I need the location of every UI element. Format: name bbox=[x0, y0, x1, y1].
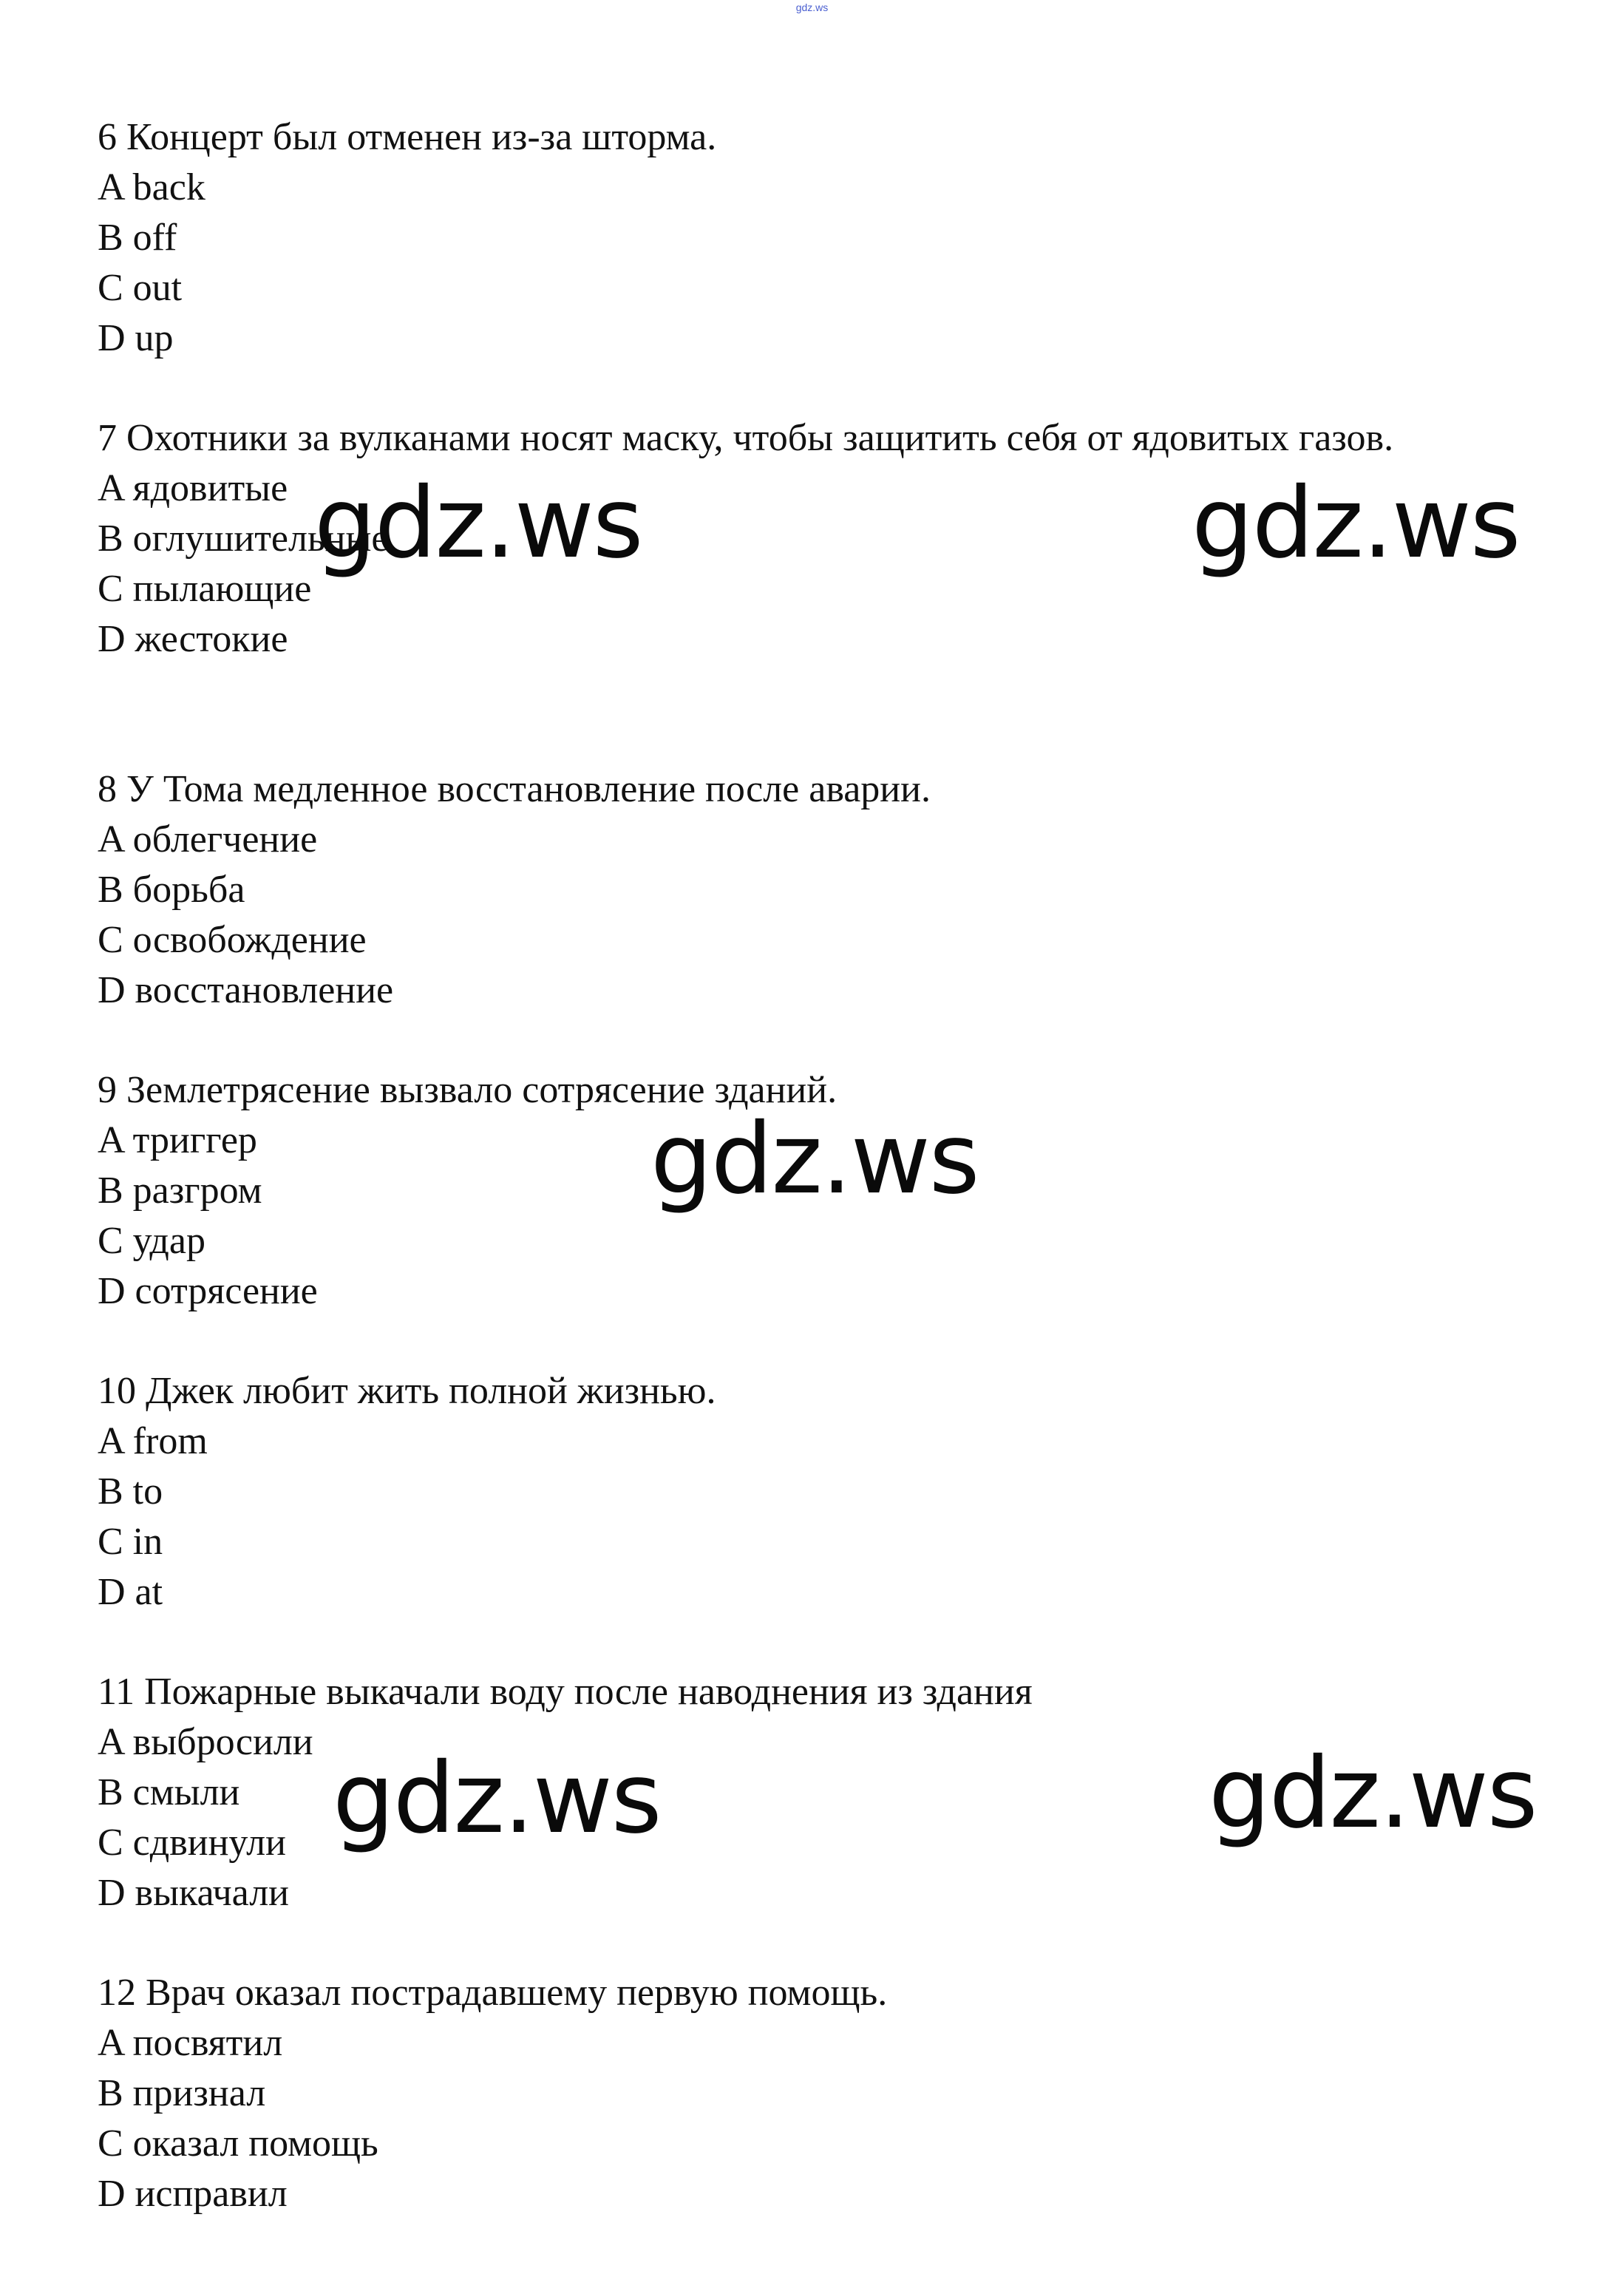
watermark: gdz.ws bbox=[314, 466, 642, 580]
option-c: C сдвинули bbox=[98, 1822, 286, 1864]
option-a: A from bbox=[98, 1420, 208, 1462]
question-text: 9 Землетрясение вызвало сотрясение зданий. bbox=[98, 1069, 838, 1111]
option-a: A облегчение bbox=[98, 818, 318, 861]
option-c: C in bbox=[98, 1521, 163, 1563]
option-a: A ядовитые bbox=[98, 467, 288, 509]
header-watermark: gdz.ws bbox=[795, 1, 829, 13]
option-a: A триггер bbox=[98, 1119, 257, 1161]
question-text: 7 Охотники за вулканами носят маску, чтобы защитить себя от ядовитых газов. bbox=[98, 417, 1394, 459]
option-d: D at bbox=[98, 1571, 163, 1613]
watermark: gdz.ws bbox=[1209, 1737, 1537, 1850]
option-d: D up bbox=[98, 317, 174, 359]
option-b: B оглушительные bbox=[98, 517, 389, 560]
option-b: B смыли bbox=[98, 1771, 240, 1813]
option-b: B off bbox=[98, 217, 177, 259]
watermark: gdz.ws bbox=[333, 1742, 661, 1856]
option-c: C out bbox=[98, 267, 183, 309]
option-c: C пылающие bbox=[98, 568, 312, 610]
option-d: D жестокие bbox=[98, 618, 288, 660]
question-10 bbox=[98, 1366, 1554, 1618]
option-c: C удар bbox=[98, 1220, 205, 1262]
watermark: gdz.ws bbox=[650, 1102, 979, 1216]
option-a: A back bbox=[98, 166, 205, 208]
question-12 bbox=[98, 1968, 1554, 2219]
option-d: D восстановление bbox=[98, 969, 394, 1011]
option-d: D выкачали bbox=[98, 1872, 289, 1914]
question-6 bbox=[98, 112, 1554, 364]
question-8 bbox=[98, 764, 1554, 1016]
option-d: D исправил bbox=[98, 2173, 288, 2215]
option-c: C освобождение bbox=[98, 919, 367, 961]
question-text: 12 Врач оказал пострадавшему первую помощь. bbox=[98, 1972, 888, 2014]
option-d: D сотрясение bbox=[98, 1270, 318, 1312]
question-text: 6 Концерт был отменен из-за шторма. bbox=[98, 116, 717, 158]
option-a: A выбросили bbox=[98, 1721, 313, 1763]
option-b: B разгром bbox=[98, 1170, 262, 1212]
question-text: 8 У Тома медленное восстановление после аварии. bbox=[98, 768, 931, 810]
question-text: 10 Джек любит жить полной жизнью. bbox=[98, 1370, 716, 1412]
option-c: C оказал помощь bbox=[98, 2122, 378, 2165]
question-text: 11 Пожарные выкачали воду после наводнения из здания bbox=[98, 1671, 1033, 1713]
option-b: B борьба bbox=[98, 869, 245, 911]
option-b: B to bbox=[98, 1470, 163, 1513]
option-a: A посвятил bbox=[98, 2022, 283, 2064]
option-b: B признал bbox=[98, 2072, 266, 2114]
watermark: gdz.ws bbox=[1192, 466, 1520, 580]
